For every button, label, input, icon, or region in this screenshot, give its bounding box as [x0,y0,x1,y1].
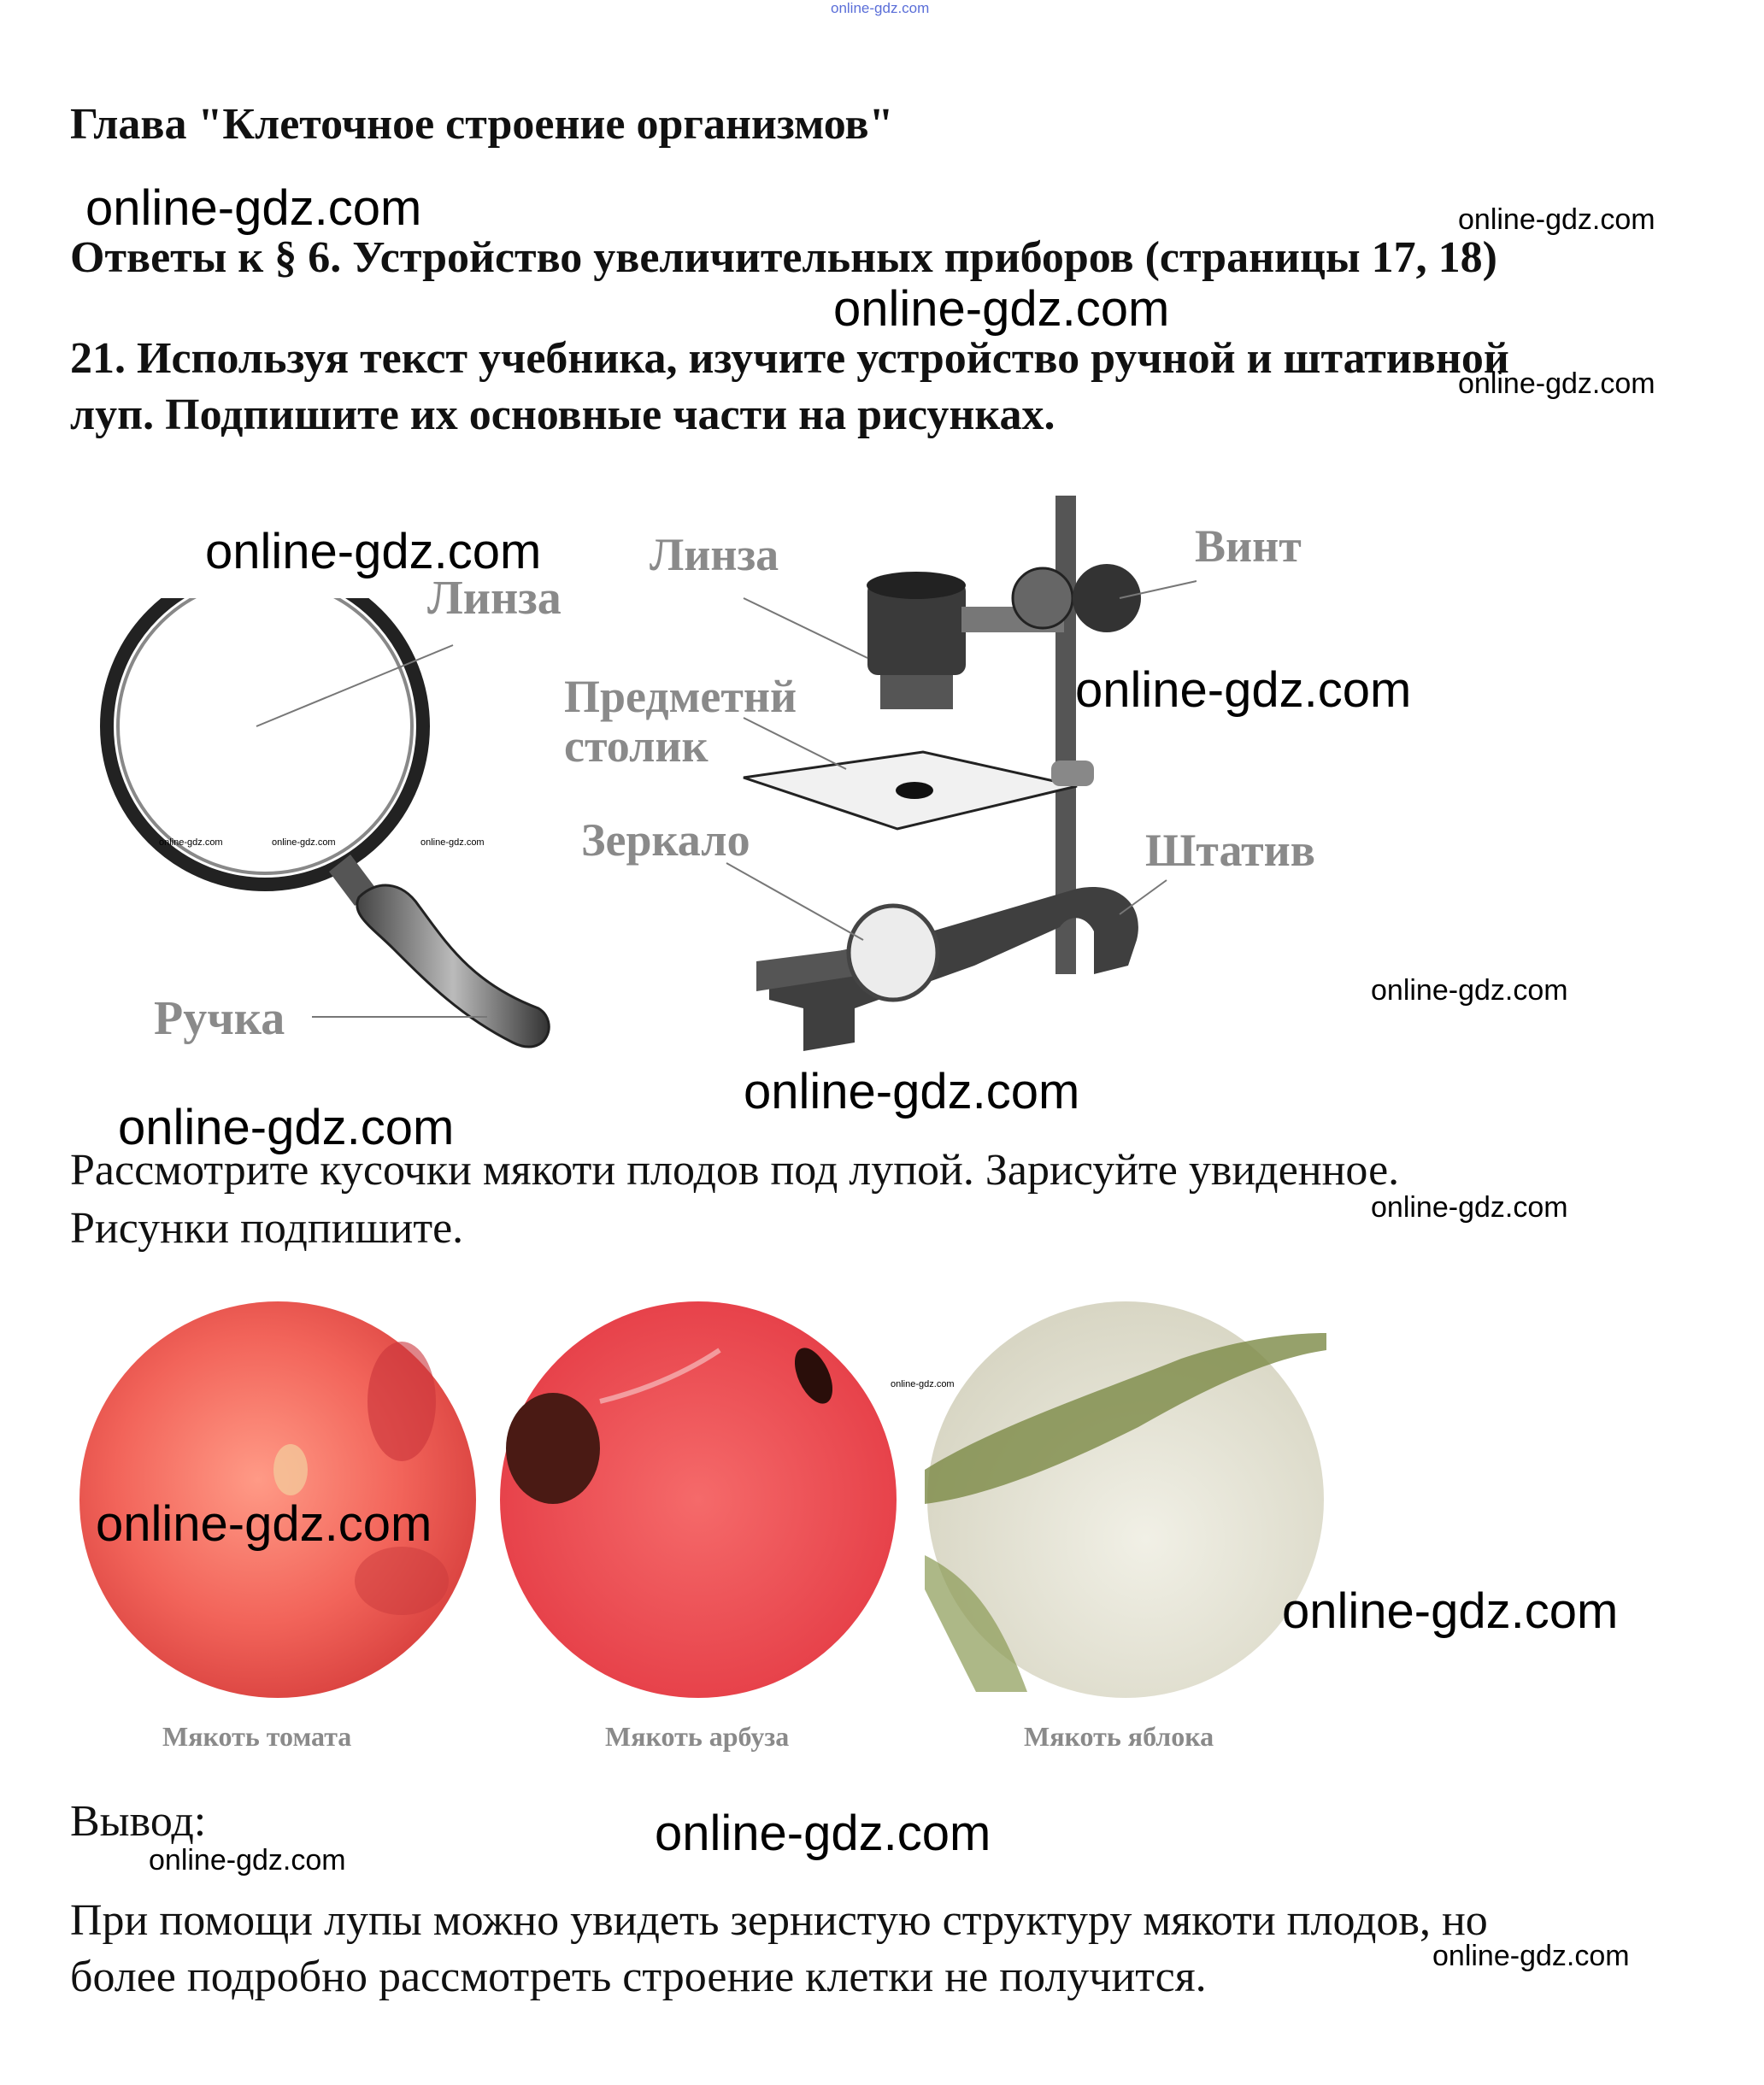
header-watermark: online-gdz.com [831,0,930,16]
caption-watermelon: Мякоть арбуза [605,1721,790,1752]
conclusion-line-2: более подробно рассмотреть строение клетки не получится. [70,1953,1207,2001]
watermark: online-gdz.com [744,1064,1080,1119]
watermark: online-gdz.com [118,1100,455,1155]
instruction-line-2: Рисунки подпишите. [70,1204,464,1253]
watermark: online-gdz.com [149,1844,346,1876]
tripod-label-lens: Линза [650,529,779,580]
task-line-2: луп. Подпишите их основные части на рисунках. [70,391,1055,439]
tripod-label-mirror: Зеркало [581,814,750,866]
watermark: online-gdz.com [272,837,336,848]
tripod-label-stage-1: Предметнй [564,671,797,722]
tripod-label-stage-2: столик [564,720,709,772]
watermark: online-gdz.com [85,180,422,236]
apple-flesh-image [925,1299,1326,1700]
tripod-magnifier-illustration [718,487,1197,1068]
tripod-label-stand: Штатив [1145,825,1315,876]
hand-lens-label-handle: Ручка [154,992,285,1045]
task-line-1: 21. Используя текст учебника, изучите устройство ручной и штативной [70,334,1509,383]
watermark: online-gdz.com [1432,1940,1630,1972]
watermark: online-gdz.com [1371,1191,1568,1224]
tripod-label-screw: Винт [1195,520,1302,572]
watermark: online-gdz.com [1282,1583,1619,1639]
watermark: online-gdz.com [205,524,542,579]
watermark: online-gdz.com [833,281,1170,337]
conclusion-line-1: При помощи лупы можно увидеть зернистую структуру мякоти плодов, но [70,1896,1488,1945]
watermark: online-gdz.com [655,1806,991,1861]
watermark: online-gdz.com [891,1379,955,1389]
watermelon-flesh-image [497,1299,899,1700]
chapter-title: Глава "Клеточное строение организмов" [70,100,894,149]
caption-tomato: Мякоть томата [162,1721,352,1752]
caption-apple: Мякоть яблока [1024,1721,1214,1752]
watermark: online-gdz.com [1458,203,1655,236]
watermark: online-gdz.com [1075,662,1412,718]
conclusion-label: Вывод: [70,1797,207,1846]
watermark: online-gdz.com [1371,974,1568,1007]
watermark: online-gdz.com [1458,367,1655,400]
instruction-line-1: Рассмотрите кусочки мякоти плодов под лупой. Зарисуйте увиденное. [70,1146,1400,1195]
watermark: online-gdz.com [159,837,223,848]
watermark: online-gdz.com [96,1496,432,1552]
hand-lens-label-lens: Линза [427,572,562,625]
watermark: online-gdz.com [420,837,485,848]
section-title: Ответы к § 6. Устройство увеличительных приборов (страницы 17, 18) [70,233,1497,282]
